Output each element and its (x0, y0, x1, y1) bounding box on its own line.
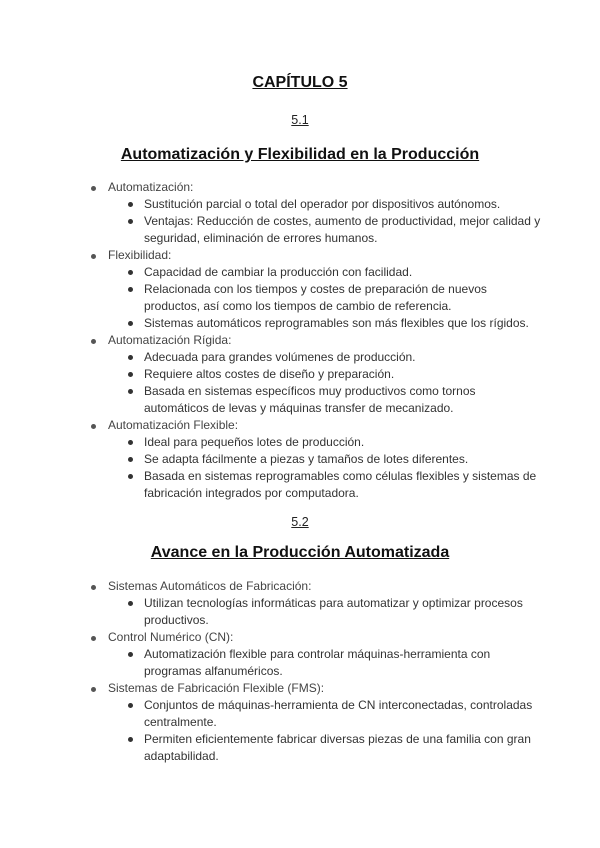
bullet-item (82, 179, 542, 247)
section-number: 5.2 (291, 515, 309, 529)
bullet-label: Automatización: (108, 180, 194, 194)
section-bullet-list (82, 578, 542, 765)
sub-bullet-item: Basada en sistemas reprogramables como células flexibles y sistemas de fabricación integrados por computadora. (108, 468, 542, 502)
sub-bullet-list (108, 697, 542, 765)
sub-bullet-item: Relacionada con los tiempos y costes de preparación de nuevos productos, así como los tiempos de cambio de referencia. (108, 281, 542, 315)
bullet-item (82, 680, 542, 765)
sub-bullet-list (108, 196, 542, 247)
section-title: Automatización y Flexibilidad en la Producción (120, 146, 480, 163)
bullet-label: Automatización Flexible: (108, 418, 239, 432)
section-title: Avance en la Producción Automatizada (150, 544, 450, 561)
sub-bullet-list (108, 434, 542, 502)
bullet-label: Automatización Rígida: (108, 333, 232, 347)
bullet-label: Sistemas Automáticos de Fabricación: (108, 579, 312, 593)
sub-bullet-item: Sistemas automáticos reprogramables son más flexibles que los rígidos. (108, 315, 542, 332)
sub-bullet-item: Sustitución parcial o total del operador por dispositivos autónomos. (108, 196, 542, 213)
bullet-label: Sistemas de Fabricación Flexible (FMS): (108, 681, 325, 695)
sub-bullet-item: Ventajas: Reducción de costes, aumento de productividad, mejor calidad y seguridad, eliminación de errores humanos. (108, 213, 542, 247)
sub-bullet-item: Utilizan tecnologías informáticas para automatizar y optimizar procesos productivos. (108, 595, 542, 629)
sub-bullet-item: Adecuada para grandes volúmenes de producción. (108, 349, 542, 366)
sub-bullet-list (108, 264, 542, 332)
sub-bullet-item: Automatización flexible para controlar máquinas-herramienta con programas alfanuméricos. (108, 646, 542, 680)
sub-bullet-list (108, 646, 542, 680)
sub-bullet-item: Requiere altos costes de diseño y preparación. (108, 366, 542, 383)
section-bullet-list (82, 179, 542, 502)
bullet-item (82, 417, 542, 502)
sub-bullet-item: Permiten eficientemente fabricar diversas piezas de una familia con gran adaptabilidad. (108, 731, 542, 765)
sub-bullet-list (108, 349, 542, 417)
bullet-label: Control Numérico (CN): (108, 630, 234, 644)
sub-bullet-item: Ideal para pequeños lotes de producción. (108, 434, 542, 451)
sub-bullet-item: Conjuntos de máquinas-herramienta de CN interconectadas, controladas centralmente. (108, 697, 542, 731)
bullet-item (82, 578, 542, 629)
sub-bullet-item: Capacidad de cambiar la producción con facilidad. (108, 264, 542, 281)
chapter-title: CAPÍTULO 5 (252, 74, 348, 91)
bullet-label: Flexibilidad: (108, 248, 172, 262)
sub-bullet-item: Basada en sistemas específicos muy productivos como tornos automáticos de levas y máquinas transfer de mecanizado. (108, 383, 542, 417)
sub-bullet-list (108, 595, 542, 629)
section-number: 5.1 (291, 113, 309, 127)
bullet-item (82, 247, 542, 332)
bullet-item (82, 332, 542, 417)
sub-bullet-item: Se adapta fácilmente a piezas y tamaños de lotes diferentes. (108, 451, 542, 468)
bullet-item (82, 629, 542, 680)
